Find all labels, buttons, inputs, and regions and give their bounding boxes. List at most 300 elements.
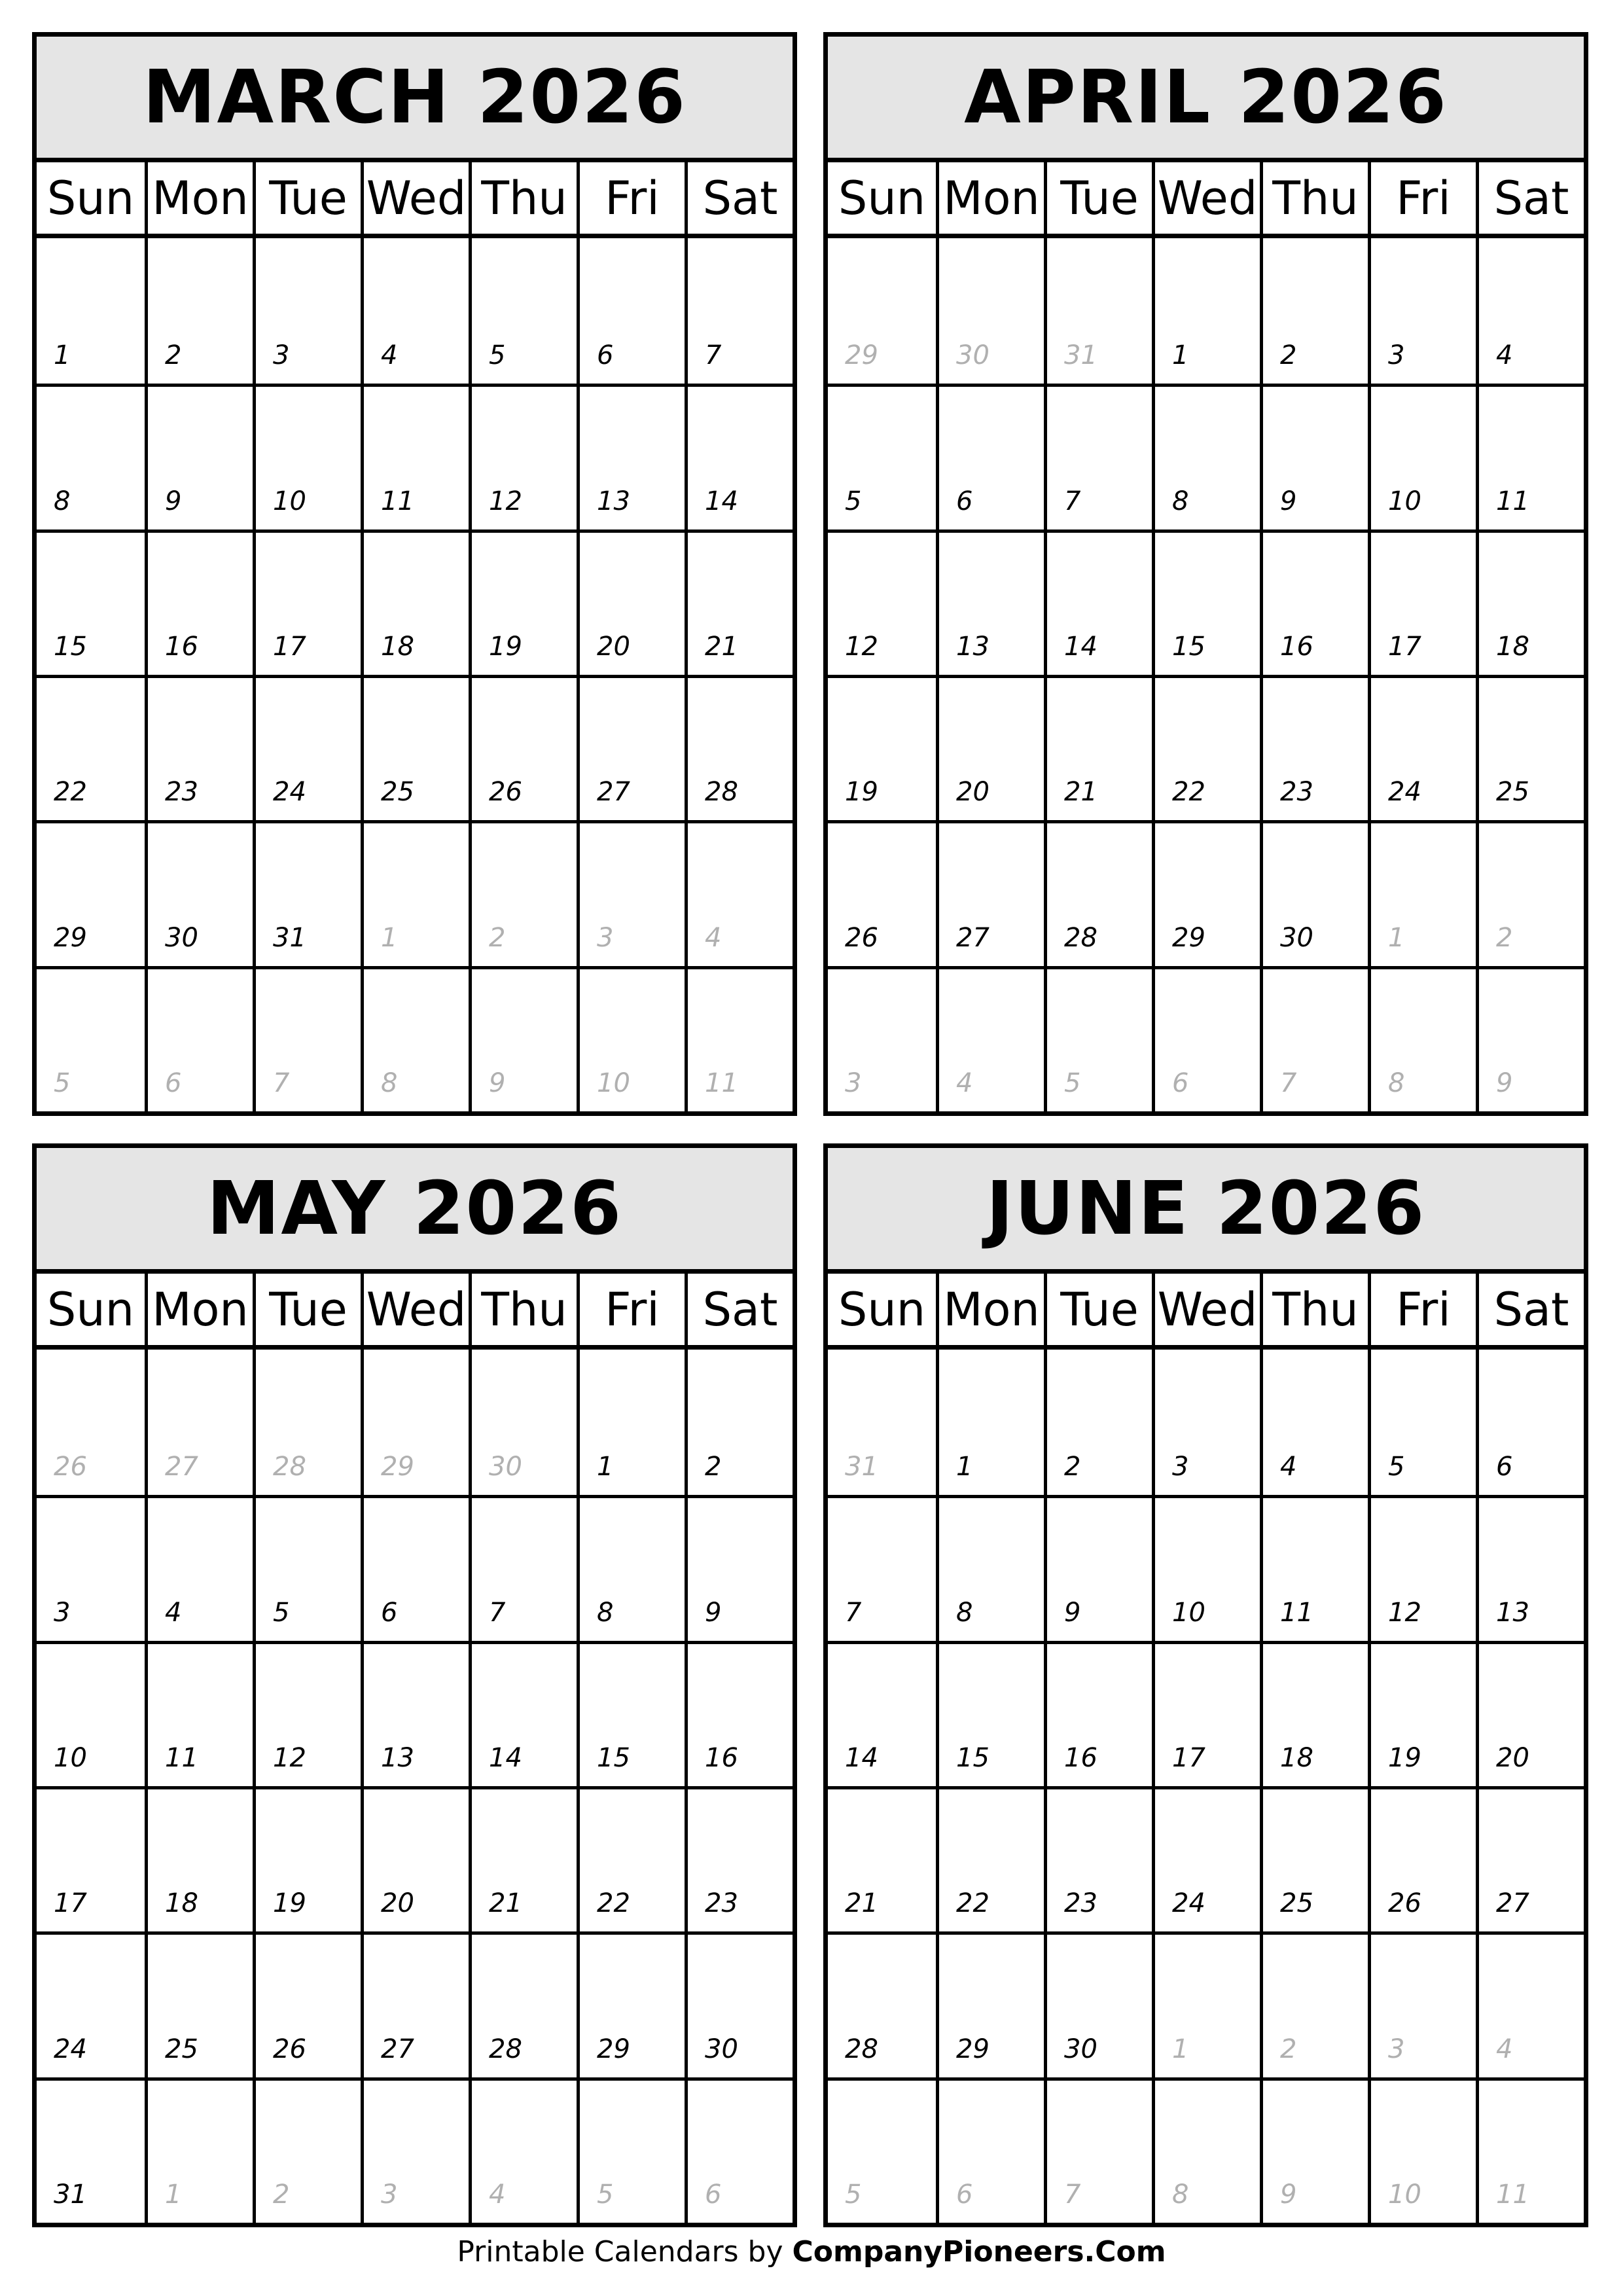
day-number: 11: [165, 1742, 198, 1773]
day-cell: [1260, 238, 1368, 384]
day-cell: [1476, 1641, 1584, 1786]
day-cell: [1152, 238, 1260, 384]
day-number: 22: [54, 777, 87, 808]
day-number: 6: [597, 340, 614, 371]
days-grid: [37, 1350, 793, 2223]
day-number: 25: [165, 2034, 198, 2064]
day-cell: [1476, 238, 1584, 384]
weekday-label: Thu: [469, 162, 577, 234]
day-number: 13: [597, 486, 630, 516]
day-number: 6: [1496, 1452, 1513, 1482]
days-grid: [828, 238, 1584, 1111]
day-cell: [936, 820, 1044, 965]
weekday-label: Thu: [469, 1274, 577, 1345]
weekday-label: Wed: [1152, 162, 1260, 234]
day-cell: [685, 384, 793, 529]
day-number: 17: [273, 631, 306, 662]
day-number: 27: [165, 1452, 198, 1482]
day-number: 11: [1496, 2179, 1529, 2210]
day-number: 21: [705, 631, 738, 662]
day-cell: [361, 1495, 469, 1640]
day-cell-other-month: [1260, 1931, 1368, 2077]
day-cell-other-month: [145, 2077, 253, 2223]
weekday-label: Fri: [577, 162, 685, 234]
day-number: 28: [273, 1452, 306, 1482]
day-cell-other-month: [1044, 2077, 1152, 2223]
day-cell: [361, 238, 469, 384]
day-cell: [936, 529, 1044, 675]
day-number: 10: [597, 1067, 630, 1098]
day-cell: [1368, 1495, 1476, 1640]
weekday-label: Fri: [1368, 1274, 1476, 1345]
day-number: 11: [381, 486, 414, 516]
day-cell: [685, 675, 793, 820]
day-cell-other-month: [145, 966, 253, 1111]
day-number: 28: [1064, 922, 1097, 953]
day-cell: [577, 1786, 685, 1931]
day-number: 7: [489, 1597, 506, 1628]
day-cell: [361, 529, 469, 675]
day-cell: [37, 820, 145, 965]
day-number: 21: [489, 1888, 522, 1919]
day-cell: [1476, 675, 1584, 820]
month-title: APRIL 2026: [828, 37, 1584, 162]
day-number: 26: [273, 2034, 306, 2064]
day-cell: [685, 238, 793, 384]
day-number: 7: [1064, 486, 1081, 516]
day-cell: [1476, 1350, 1584, 1495]
day-cell-other-month: [469, 2077, 577, 2223]
day-number: 1: [597, 1452, 614, 1482]
days-grid: [828, 1350, 1584, 2223]
day-number: 8: [381, 1067, 398, 1098]
day-number: 29: [381, 1452, 414, 1482]
day-number: 24: [1388, 777, 1421, 808]
weekday-label: Thu: [1260, 162, 1368, 234]
day-number: 7: [1280, 1067, 1297, 1098]
day-number: 25: [1496, 777, 1529, 808]
day-cell-other-month: [936, 2077, 1044, 2223]
day-number: 30: [165, 922, 198, 953]
day-cell: [145, 529, 253, 675]
day-cell: [1368, 1641, 1476, 1786]
day-number: 23: [1280, 777, 1313, 808]
day-cell: [577, 529, 685, 675]
day-number: 16: [1064, 1742, 1097, 1773]
day-number: 28: [489, 2034, 522, 2064]
day-cell-other-month: [469, 820, 577, 965]
day-cell: [828, 1786, 936, 1931]
day-number: 6: [381, 1597, 398, 1628]
day-number: 4: [381, 340, 398, 371]
footer-prefix: Printable Calendars by: [457, 2235, 793, 2269]
weekday-label: Sun: [838, 1282, 926, 1336]
weekday-label: Sat: [1476, 162, 1584, 234]
day-cell: [577, 384, 685, 529]
day-number: 3: [845, 1067, 862, 1098]
month-title: MARCH 2026: [37, 37, 793, 162]
day-number: 15: [1172, 631, 1205, 662]
day-number: 19: [273, 1888, 306, 1919]
day-cell: [1044, 529, 1152, 675]
day-cell: [1368, 675, 1476, 820]
day-cell: [1368, 529, 1476, 675]
day-cell: [253, 675, 361, 820]
day-number: 16: [1280, 631, 1313, 662]
day-cell: [37, 529, 145, 675]
day-number: 1: [1388, 922, 1405, 953]
day-number: 17: [1388, 631, 1421, 662]
day-number: 29: [597, 2034, 630, 2064]
day-cell: [1152, 820, 1260, 965]
day-cell-other-month: [1368, 966, 1476, 1111]
day-cell-other-month: [1368, 820, 1476, 965]
weekday-label: Sun: [46, 1282, 135, 1336]
weekday-label: Sun: [46, 171, 135, 225]
day-number: 19: [1388, 1742, 1421, 1773]
day-cell: [253, 1786, 361, 1931]
day-number: 5: [54, 1067, 71, 1098]
day-cell: [936, 675, 1044, 820]
day-cell: [1476, 1495, 1584, 1640]
day-number: 5: [845, 2179, 862, 2210]
day-number: 18: [1280, 1742, 1313, 1773]
day-number: 9: [165, 486, 182, 516]
day-cell: [469, 1641, 577, 1786]
day-number: 11: [1280, 1597, 1313, 1628]
weekday-header-row: [828, 162, 1584, 238]
weekday-label: Tue: [253, 1274, 361, 1345]
day-number: 1: [956, 1452, 973, 1482]
day-number: 18: [381, 631, 414, 662]
day-number: 29: [1172, 922, 1205, 953]
day-number: 27: [381, 2034, 414, 2064]
day-cell: [577, 1931, 685, 2077]
day-number: 12: [273, 1742, 306, 1773]
day-cell: [577, 1495, 685, 1640]
day-number: 16: [165, 631, 198, 662]
day-number: 26: [54, 1452, 87, 1482]
day-cell: [361, 384, 469, 529]
day-cell-other-month: [37, 1350, 145, 1495]
day-cell: [1044, 1786, 1152, 1931]
day-number: 14: [489, 1742, 522, 1773]
day-cell-other-month: [361, 2077, 469, 2223]
day-cell-other-month: [1044, 966, 1152, 1111]
month-calendar-april: [823, 32, 1588, 1116]
day-number: 22: [1172, 777, 1205, 808]
day-number: 1: [54, 340, 71, 371]
day-number: 18: [1496, 631, 1529, 662]
day-number: 9: [1280, 486, 1297, 516]
weekday-label: Sat: [685, 162, 793, 234]
day-cell: [145, 238, 253, 384]
day-number: 20: [597, 631, 630, 662]
day-number: 25: [381, 777, 414, 808]
day-number: 5: [845, 486, 862, 516]
day-number: 13: [381, 1742, 414, 1773]
day-cell: [469, 384, 577, 529]
day-number: 2: [1064, 1452, 1081, 1482]
day-cell: [828, 1641, 936, 1786]
day-cell: [936, 1931, 1044, 2077]
day-cell: [1260, 1495, 1368, 1640]
day-cell-other-month: [936, 966, 1044, 1111]
day-number: 2: [705, 1452, 722, 1482]
day-number: 26: [1388, 1888, 1421, 1919]
day-cell: [577, 1641, 685, 1786]
day-number: 1: [1172, 2034, 1189, 2064]
day-cell: [1044, 1350, 1152, 1495]
day-number: 8: [54, 486, 71, 516]
day-cell: [145, 1495, 253, 1640]
day-number: 8: [597, 1597, 614, 1628]
day-number: 21: [1064, 777, 1097, 808]
weekday-label: Mon: [936, 162, 1044, 234]
day-number: 3: [1388, 340, 1405, 371]
day-number: 27: [597, 777, 630, 808]
day-cell: [685, 1931, 793, 2077]
day-cell: [253, 1641, 361, 1786]
day-number: 30: [1280, 922, 1313, 953]
weekday-label: Mon: [145, 162, 253, 234]
day-cell-other-month: [828, 2077, 936, 2223]
day-number: 22: [597, 1888, 630, 1919]
day-number: 21: [845, 1888, 878, 1919]
day-number: 5: [597, 2179, 614, 2210]
day-cell-other-month: [37, 966, 145, 1111]
day-cell: [1044, 384, 1152, 529]
day-cell: [577, 1350, 685, 1495]
day-cell: [1260, 1350, 1368, 1495]
day-number: 9: [705, 1597, 722, 1628]
day-number: 22: [956, 1888, 990, 1919]
day-cell: [828, 1495, 936, 1640]
day-cell: [1260, 1786, 1368, 1931]
day-cell: [253, 384, 361, 529]
day-cell: [37, 1786, 145, 1931]
day-cell-other-month: [685, 2077, 793, 2223]
month-calendar-june: [823, 1143, 1588, 2227]
day-cell: [469, 1931, 577, 2077]
day-cell: [685, 529, 793, 675]
day-cell-other-month: [936, 238, 1044, 384]
weekday-label: Sun: [838, 171, 926, 225]
day-number: 19: [845, 777, 878, 808]
day-number: 5: [1064, 1067, 1081, 1098]
day-number: 24: [54, 2034, 87, 2064]
day-cell: [1260, 1641, 1368, 1786]
day-number: 3: [1172, 1452, 1189, 1482]
day-number: 14: [845, 1742, 878, 1773]
day-number: 8: [1388, 1067, 1405, 1098]
day-cell: [253, 238, 361, 384]
day-cell: [1044, 1641, 1152, 1786]
day-cell: [469, 675, 577, 820]
day-number: 1: [381, 922, 398, 953]
day-number: 18: [165, 1888, 198, 1919]
day-number: 13: [1496, 1597, 1529, 1628]
day-number: 10: [54, 1742, 87, 1773]
weekday-label: Mon: [936, 1274, 1044, 1345]
day-cell: [469, 1495, 577, 1640]
day-number: 30: [1064, 2034, 1097, 2064]
day-number: 7: [1064, 2179, 1081, 2210]
day-cell-other-month: [1476, 966, 1584, 1111]
day-cell-other-month: [828, 238, 936, 384]
day-number: 23: [165, 777, 198, 808]
day-cell-other-month: [1044, 238, 1152, 384]
day-cell-other-month: [577, 820, 685, 965]
day-number: 30: [705, 2034, 738, 2064]
day-cell: [1260, 675, 1368, 820]
day-cell-other-month: [577, 2077, 685, 2223]
day-number: 14: [705, 486, 738, 516]
weekday-label: Sat: [685, 1274, 793, 1345]
day-number: 20: [381, 1888, 414, 1919]
day-cell: [1476, 384, 1584, 529]
day-cell-other-month: [685, 820, 793, 965]
day-cell: [828, 675, 936, 820]
day-cell: [828, 820, 936, 965]
day-cell: [1044, 1931, 1152, 2077]
day-cell-other-month: [1260, 966, 1368, 1111]
day-number: 27: [1496, 1888, 1529, 1919]
day-cell: [828, 384, 936, 529]
day-cell-other-month: [1260, 2077, 1368, 2223]
day-number: 4: [1280, 1452, 1297, 1482]
day-cell-other-month: [1368, 2077, 1476, 2223]
day-cell: [936, 1350, 1044, 1495]
day-cell: [936, 1495, 1044, 1640]
day-cell: [1368, 384, 1476, 529]
day-number: 13: [956, 631, 990, 662]
day-number: 4: [1496, 340, 1513, 371]
day-number: 2: [1280, 340, 1297, 371]
day-cell: [1152, 1786, 1260, 1931]
day-cell-other-month: [361, 820, 469, 965]
day-number: 31: [1064, 340, 1097, 371]
weekday-label: Fri: [577, 1274, 685, 1345]
day-number: 30: [956, 340, 990, 371]
day-cell: [685, 1786, 793, 1931]
day-cell-other-month: [361, 1350, 469, 1495]
day-number: 27: [956, 922, 990, 953]
day-cell: [145, 1641, 253, 1786]
day-cell: [936, 1786, 1044, 1931]
day-number: 7: [705, 340, 722, 371]
day-number: 15: [597, 1742, 630, 1773]
day-cell-other-month: [1152, 2077, 1260, 2223]
day-number: 12: [489, 486, 522, 516]
day-number: 8: [1172, 2179, 1189, 2210]
day-number: 7: [845, 1597, 862, 1628]
day-cell-other-month: [1152, 966, 1260, 1111]
day-cell: [1368, 1350, 1476, 1495]
weekday-label: Thu: [1260, 1274, 1368, 1345]
day-number: 26: [845, 922, 878, 953]
day-cell: [145, 1931, 253, 2077]
day-number: 4: [165, 1597, 182, 1628]
day-number: 9: [1280, 2179, 1297, 2210]
day-cell: [577, 675, 685, 820]
day-cell: [1044, 675, 1152, 820]
weekday-label: Fri: [1368, 162, 1476, 234]
day-cell: [828, 1931, 936, 2077]
day-number: 8: [1172, 486, 1189, 516]
day-cell: [1152, 675, 1260, 820]
day-number: 7: [273, 1067, 290, 1098]
weekday-header-row: [37, 162, 793, 238]
day-cell: [1152, 1495, 1260, 1640]
weekday-label: Tue: [1044, 162, 1152, 234]
day-number: 5: [1388, 1452, 1405, 1482]
weekday-label: Wed: [1152, 1274, 1260, 1345]
day-number: 11: [1496, 486, 1529, 516]
day-cell: [936, 1641, 1044, 1786]
day-cell-other-month: [361, 966, 469, 1111]
day-number: 4: [1496, 2034, 1513, 2064]
day-number: 2: [1280, 2034, 1297, 2064]
day-number: 10: [1388, 486, 1421, 516]
day-cell: [1260, 820, 1368, 965]
day-number: 31: [273, 922, 306, 953]
day-number: 9: [1064, 1597, 1081, 1628]
day-number: 30: [489, 1452, 522, 1482]
day-cell-other-month: [145, 1350, 253, 1495]
day-number: 23: [705, 1888, 738, 1919]
day-number: 6: [956, 2179, 973, 2210]
day-cell-other-month: [253, 2077, 361, 2223]
day-cell-other-month: [1368, 1931, 1476, 2077]
day-cell-other-month: [1152, 1931, 1260, 2077]
day-cell: [936, 384, 1044, 529]
day-cell: [253, 529, 361, 675]
weekday-label: Wed: [361, 1274, 469, 1345]
day-number: 10: [1172, 1597, 1205, 1628]
day-number: 17: [54, 1888, 87, 1919]
day-cell: [37, 384, 145, 529]
day-number: 3: [1388, 2034, 1405, 2064]
day-number: 2: [1496, 922, 1513, 953]
day-number: 6: [956, 486, 973, 516]
day-cell-other-month: [828, 966, 936, 1111]
weekday-label: Tue: [1044, 1274, 1152, 1345]
day-number: 1: [1172, 340, 1189, 371]
day-cell: [469, 238, 577, 384]
day-cell-other-month: [1476, 1931, 1584, 2077]
day-cell-other-month: [253, 966, 361, 1111]
day-cell: [361, 675, 469, 820]
day-cell-other-month: [1476, 820, 1584, 965]
day-number: 8: [956, 1597, 973, 1628]
day-number: 5: [273, 1597, 290, 1628]
day-cell-other-month: [828, 1350, 936, 1495]
day-number: 3: [273, 340, 290, 371]
weekday-label: Wed: [361, 162, 469, 234]
month-calendar-may: [32, 1143, 797, 2227]
day-number: 3: [597, 922, 614, 953]
days-grid: [37, 238, 793, 1111]
day-number: 17: [1172, 1742, 1205, 1773]
day-number: 28: [705, 777, 738, 808]
day-number: 26: [489, 777, 522, 808]
day-cell-other-month: [577, 966, 685, 1111]
day-cell: [1260, 529, 1368, 675]
day-cell: [37, 675, 145, 820]
day-number: 9: [1496, 1067, 1513, 1098]
day-cell: [469, 529, 577, 675]
